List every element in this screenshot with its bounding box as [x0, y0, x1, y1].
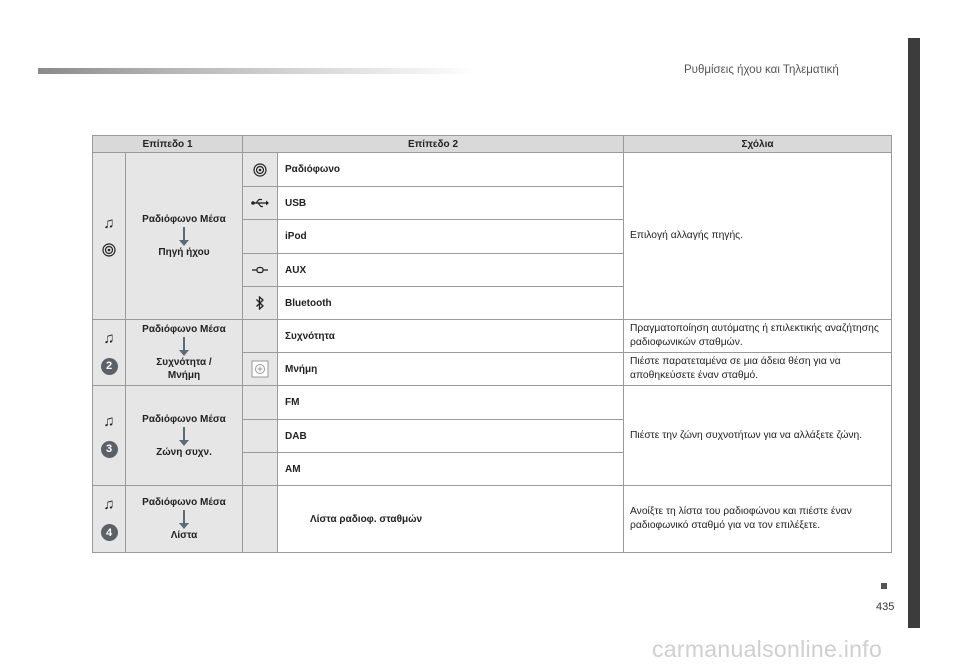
level1-menu: Ραδιόφωνο Μέσα: [142, 214, 226, 225]
group4-level1: [126, 486, 243, 553]
radio-icon: [102, 243, 116, 257]
header-level2: Επίπεδο 2: [243, 136, 624, 153]
option-usb: USB: [278, 187, 624, 220]
option-memory: Μνήμη: [278, 353, 624, 386]
comment-memory: Πιέστε παρατεταμένα σε μια άδεια θέση για να αποθηκεύσετε έναν σταθμό.: [624, 353, 892, 386]
header-comments: Σχόλια: [624, 136, 892, 153]
empty-icon-cell: [243, 453, 278, 486]
radio-icon-cell: [243, 153, 278, 187]
group4-icons: [93, 486, 126, 553]
comment-frequency: Πραγματοποίηση αυτόματης ή επιλεκτικής αναζήτησης ραδιοφωνικών σταθμών.: [624, 320, 892, 353]
group3-level1: [126, 386, 243, 486]
group2-level1: [126, 320, 243, 386]
table-header-row: [93, 136, 892, 153]
radio-icon: [253, 163, 267, 177]
level1-submenu: Συχνότητα / Μνήμη: [156, 357, 212, 381]
watermark: carmanualsonline.info: [652, 636, 883, 662]
step-badge: 4: [101, 524, 118, 541]
header-level1: Επίπεδο 1: [93, 136, 243, 153]
group3-icons: [93, 386, 126, 486]
option-bluetooth: Bluetooth: [278, 287, 624, 320]
empty-icon-cell: [243, 220, 278, 254]
side-tab-bar: [908, 38, 920, 628]
comment-band: Πιέστε την ζώνη συχνοτήτων για να αλλάξετε ζώνη.: [624, 386, 892, 486]
table-row: [93, 153, 892, 187]
level1-submenu: Πηγή ήχου: [158, 247, 210, 258]
bluetooth-icon: [255, 296, 265, 310]
plus-icon-cell: [243, 353, 278, 386]
page-number: 435: [876, 601, 895, 613]
option-am: AM: [278, 453, 624, 486]
option-ipod: iPod: [278, 220, 624, 254]
group1-level1: [126, 153, 243, 320]
option-frequency: Συχνότητα: [278, 320, 624, 353]
option-aux: AUX: [278, 254, 624, 287]
aux-icon: [251, 266, 269, 274]
option-fm: FM: [278, 386, 624, 420]
level1-submenu: Λίστα: [170, 530, 198, 541]
aux-icon-cell: [243, 254, 278, 287]
usb-icon: [251, 198, 269, 208]
usb-icon-cell: [243, 187, 278, 220]
music-note-icon: ♫: [103, 329, 115, 347]
step-badge: 3: [101, 441, 118, 458]
settings-table: [92, 135, 892, 553]
arrow-down-icon: [183, 427, 185, 441]
group1-icons: [93, 153, 126, 320]
arrow-down-icon: [183, 510, 185, 524]
empty-icon-cell: [243, 320, 278, 353]
table-row: [93, 320, 892, 353]
option-radio: Ραδιόφωνο: [278, 153, 624, 187]
empty-icon-cell: [243, 486, 278, 553]
music-note-icon: ♫: [103, 496, 115, 513]
level1-menu: Ραδιόφωνο Μέσα: [142, 413, 226, 425]
plus-icon: [251, 360, 269, 378]
empty-icon-cell: [243, 420, 278, 453]
step-badge: 2: [101, 358, 118, 375]
page-title: Ρυθμίσεις ήχου και Τηλεματική: [684, 64, 839, 76]
level1-menu: Ραδιόφωνο Μέσα: [142, 324, 226, 335]
level1-menu: Ραδιόφωνο Μέσα: [142, 497, 226, 508]
comment-list: Ανοίξτε τη λίστα του ραδιοφώνου και πιέστε έναν ραδιοφωνικό σταθμό για να τον επιλέξετε.: [624, 486, 892, 553]
comment-source: Επιλογή αλλαγής πηγής.: [624, 153, 892, 320]
group2-icons: [93, 320, 126, 386]
arrow-down-icon: [183, 337, 185, 351]
bluetooth-icon-cell: [243, 287, 278, 320]
header-gradient-bar: [38, 68, 478, 74]
table-row: [93, 486, 892, 553]
arrow-down-icon: [183, 227, 185, 241]
page-marker: [881, 583, 887, 589]
option-dab: DAB: [278, 420, 624, 453]
music-note-icon: ♫: [103, 412, 115, 430]
music-note-icon: ♫: [103, 214, 115, 232]
table-row: [93, 386, 892, 420]
level1-submenu: Ζώνη συχν.: [156, 446, 212, 458]
empty-icon-cell: [243, 386, 278, 420]
option-station-list: Λίστα ραδιοφ. σταθμών: [278, 486, 624, 553]
